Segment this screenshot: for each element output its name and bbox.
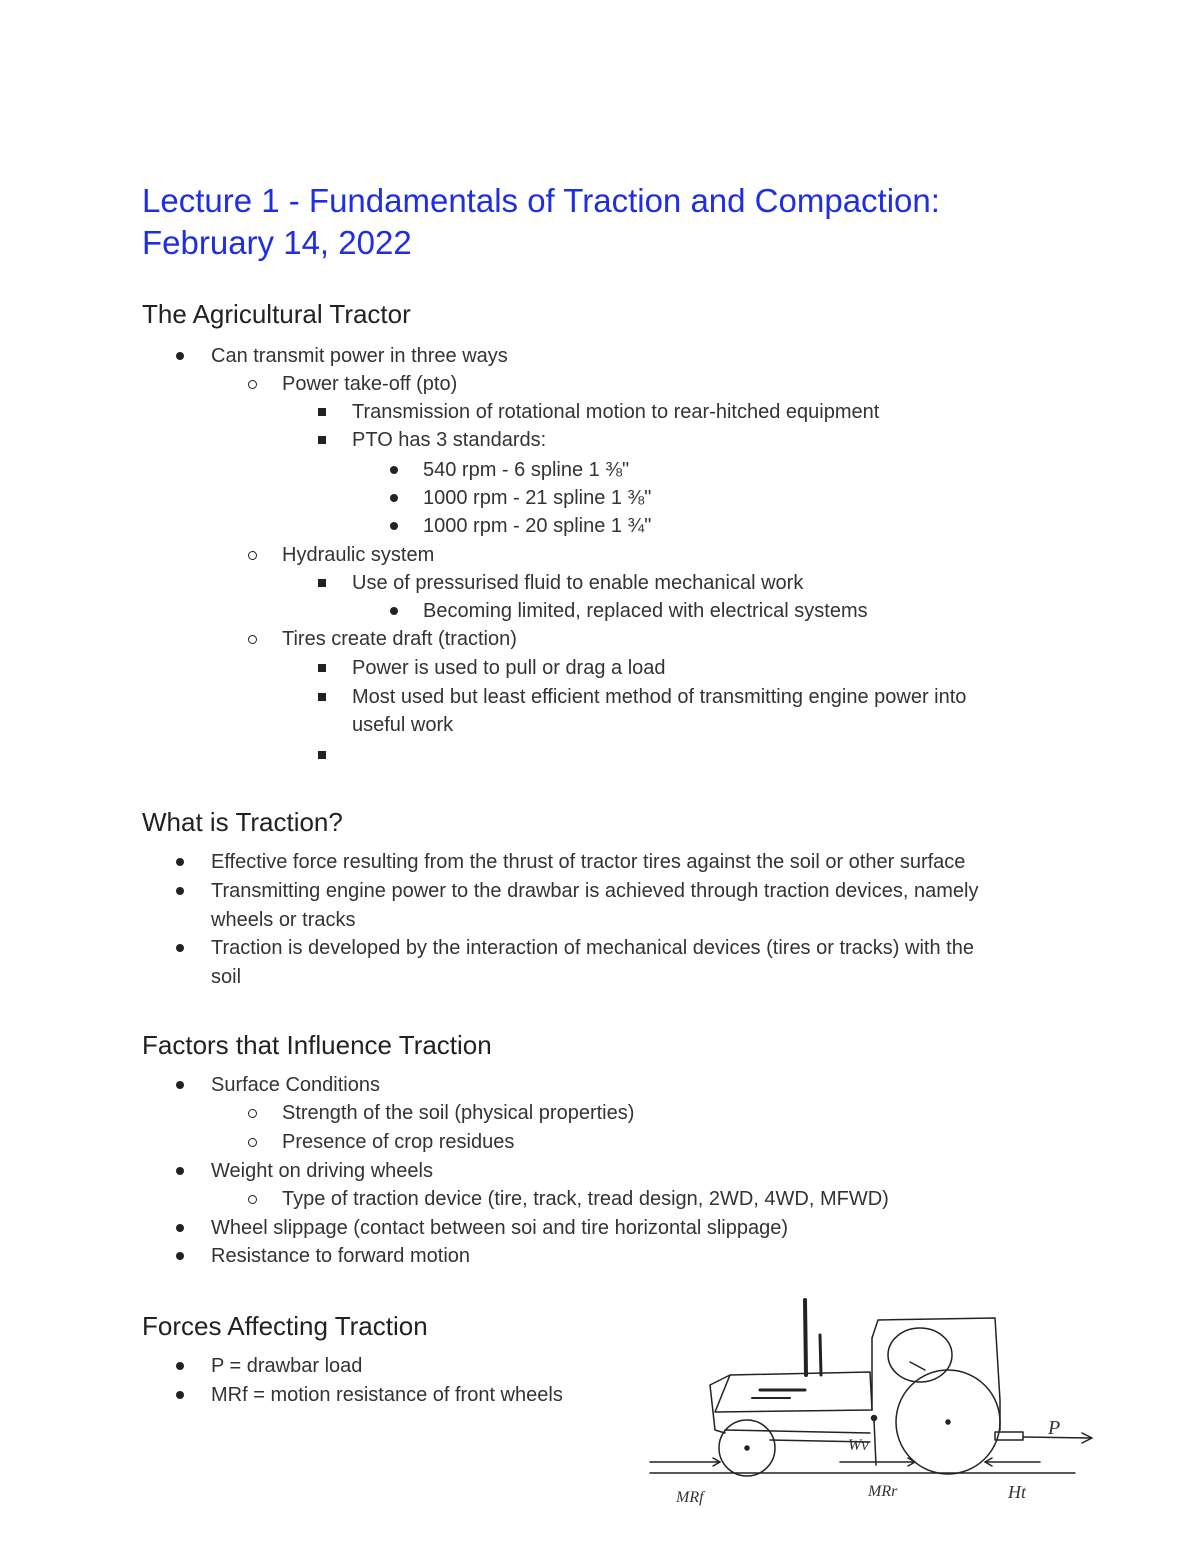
list-bullet-disc	[176, 887, 184, 895]
list-bullet-disc	[390, 494, 398, 502]
list-item: 1000 rpm - 21 spline 1 ⅜"	[423, 487, 652, 509]
exhaust-pipe	[805, 1300, 806, 1375]
list-bullet-disc	[176, 1081, 184, 1089]
list-item-continuation: soil	[211, 966, 242, 988]
list-bullet-square	[318, 408, 326, 416]
label-p: P	[1048, 1417, 1061, 1439]
list-bullet-disc	[390, 607, 398, 615]
list-item: Can transmit power in three ways	[211, 345, 508, 367]
list-bullet-square	[318, 693, 326, 701]
list-item-continuation: useful work	[352, 714, 454, 736]
list-item: P = drawbar load	[211, 1355, 363, 1377]
list-item: Type of traction device (tire, track, tread design, 2WD, 4WD, MFWD)	[282, 1188, 889, 1210]
label-mrr: MRr	[868, 1483, 898, 1500]
list-item: Transmitting engine power to the drawbar is achieved through traction devices, namely	[211, 880, 979, 902]
list-bullet-disc	[390, 466, 398, 474]
tractor-force-diagram	[640, 1290, 1110, 1520]
title-line-2: February 14, 2022	[142, 224, 412, 261]
list-bullet-disc	[176, 1252, 184, 1260]
list-bullet-circle	[248, 1109, 257, 1118]
label-ht: Ht	[1008, 1482, 1026, 1502]
list-item: Resistance to forward motion	[211, 1245, 471, 1267]
list-bullet-disc	[176, 1224, 184, 1232]
heading-agricultural-tractor: The Agricultural Tractor	[142, 299, 411, 329]
document-title	[142, 180, 1042, 264]
list-item: Most used but least efficient method of transmitting engine power into	[352, 686, 967, 708]
list-item: Presence of crop residues	[282, 1131, 515, 1153]
list-bullet-disc	[176, 858, 184, 866]
list-item: Weight on driving wheels	[211, 1160, 433, 1182]
weight-vector	[874, 1420, 876, 1465]
heading-forces: Forces Affecting Traction	[142, 1311, 428, 1341]
list-bullet-square	[318, 436, 326, 444]
steering-column	[910, 1362, 925, 1370]
tractor-cab	[872, 1318, 1000, 1430]
steering-wheel	[888, 1328, 952, 1382]
chassis-line	[725, 1430, 870, 1433]
heading-what-is-traction: What is Traction?	[142, 807, 343, 837]
list-bullet-disc	[390, 522, 398, 530]
list-item: 540 rpm - 6 spline 1 ⅜"	[423, 459, 630, 481]
list-item: Power take-off (pto)	[282, 373, 458, 395]
list-item: Wheel slippage (contact between soi and tire horizontal slippage)	[211, 1217, 789, 1239]
list-bullet-circle	[248, 551, 257, 560]
list-bullet-square	[318, 751, 326, 759]
list-item: Hydraulic system	[282, 544, 435, 566]
tractor-hood	[715, 1372, 872, 1412]
heading-factors: Factors that Influence Traction	[142, 1030, 492, 1060]
list-item: Power is used to pull or drag a load	[352, 657, 666, 679]
list-bullet-disc	[176, 352, 184, 360]
list-bullet-disc	[176, 1391, 184, 1399]
list-bullet-circle	[248, 635, 257, 644]
list-bullet-square	[318, 664, 326, 672]
list-item: Effective force resulting from the thrust of tractor tires against the soil or other surface	[211, 851, 966, 873]
front-wheel-hub	[745, 1446, 749, 1450]
list-item: Use of pressurised fluid to enable mechanical work	[352, 572, 804, 594]
list-item: PTO has 3 standards:	[352, 429, 547, 451]
label-wv: Wv	[848, 1437, 869, 1454]
list-item: 1000 rpm - 20 spline 1 ¾"	[423, 515, 652, 537]
air-intake	[820, 1335, 821, 1375]
list-item-continuation: wheels or tracks	[211, 909, 356, 931]
list-item: Strength of the soil (physical properties)	[282, 1102, 635, 1124]
list-bullet-disc	[176, 1362, 184, 1370]
title-line-1: Lecture 1 - Fundamentals of Traction and Compaction:	[142, 182, 940, 219]
list-bullet-square	[318, 579, 326, 587]
list-bullet-circle	[248, 1138, 257, 1147]
list-item: Traction is developed by the interaction of mechanical devices (tires or tracks) with the	[211, 937, 974, 959]
rear-wheel-hub	[946, 1420, 950, 1424]
list-bullet-disc	[176, 1167, 184, 1175]
label-mrf: MRf	[676, 1489, 704, 1506]
list-bullet-circle	[248, 1195, 257, 1204]
list-bullet-disc	[176, 944, 184, 952]
list-item: Tires create draft (traction)	[282, 628, 517, 650]
list-item: Surface Conditions	[211, 1074, 380, 1096]
list-item: Transmission of rotational motion to rear-hitched equipment	[352, 401, 880, 423]
list-item: Becoming limited, replaced with electrical systems	[423, 600, 868, 622]
list-bullet-circle	[248, 380, 257, 389]
list-item: MRf = motion resistance of front wheels	[211, 1384, 563, 1406]
